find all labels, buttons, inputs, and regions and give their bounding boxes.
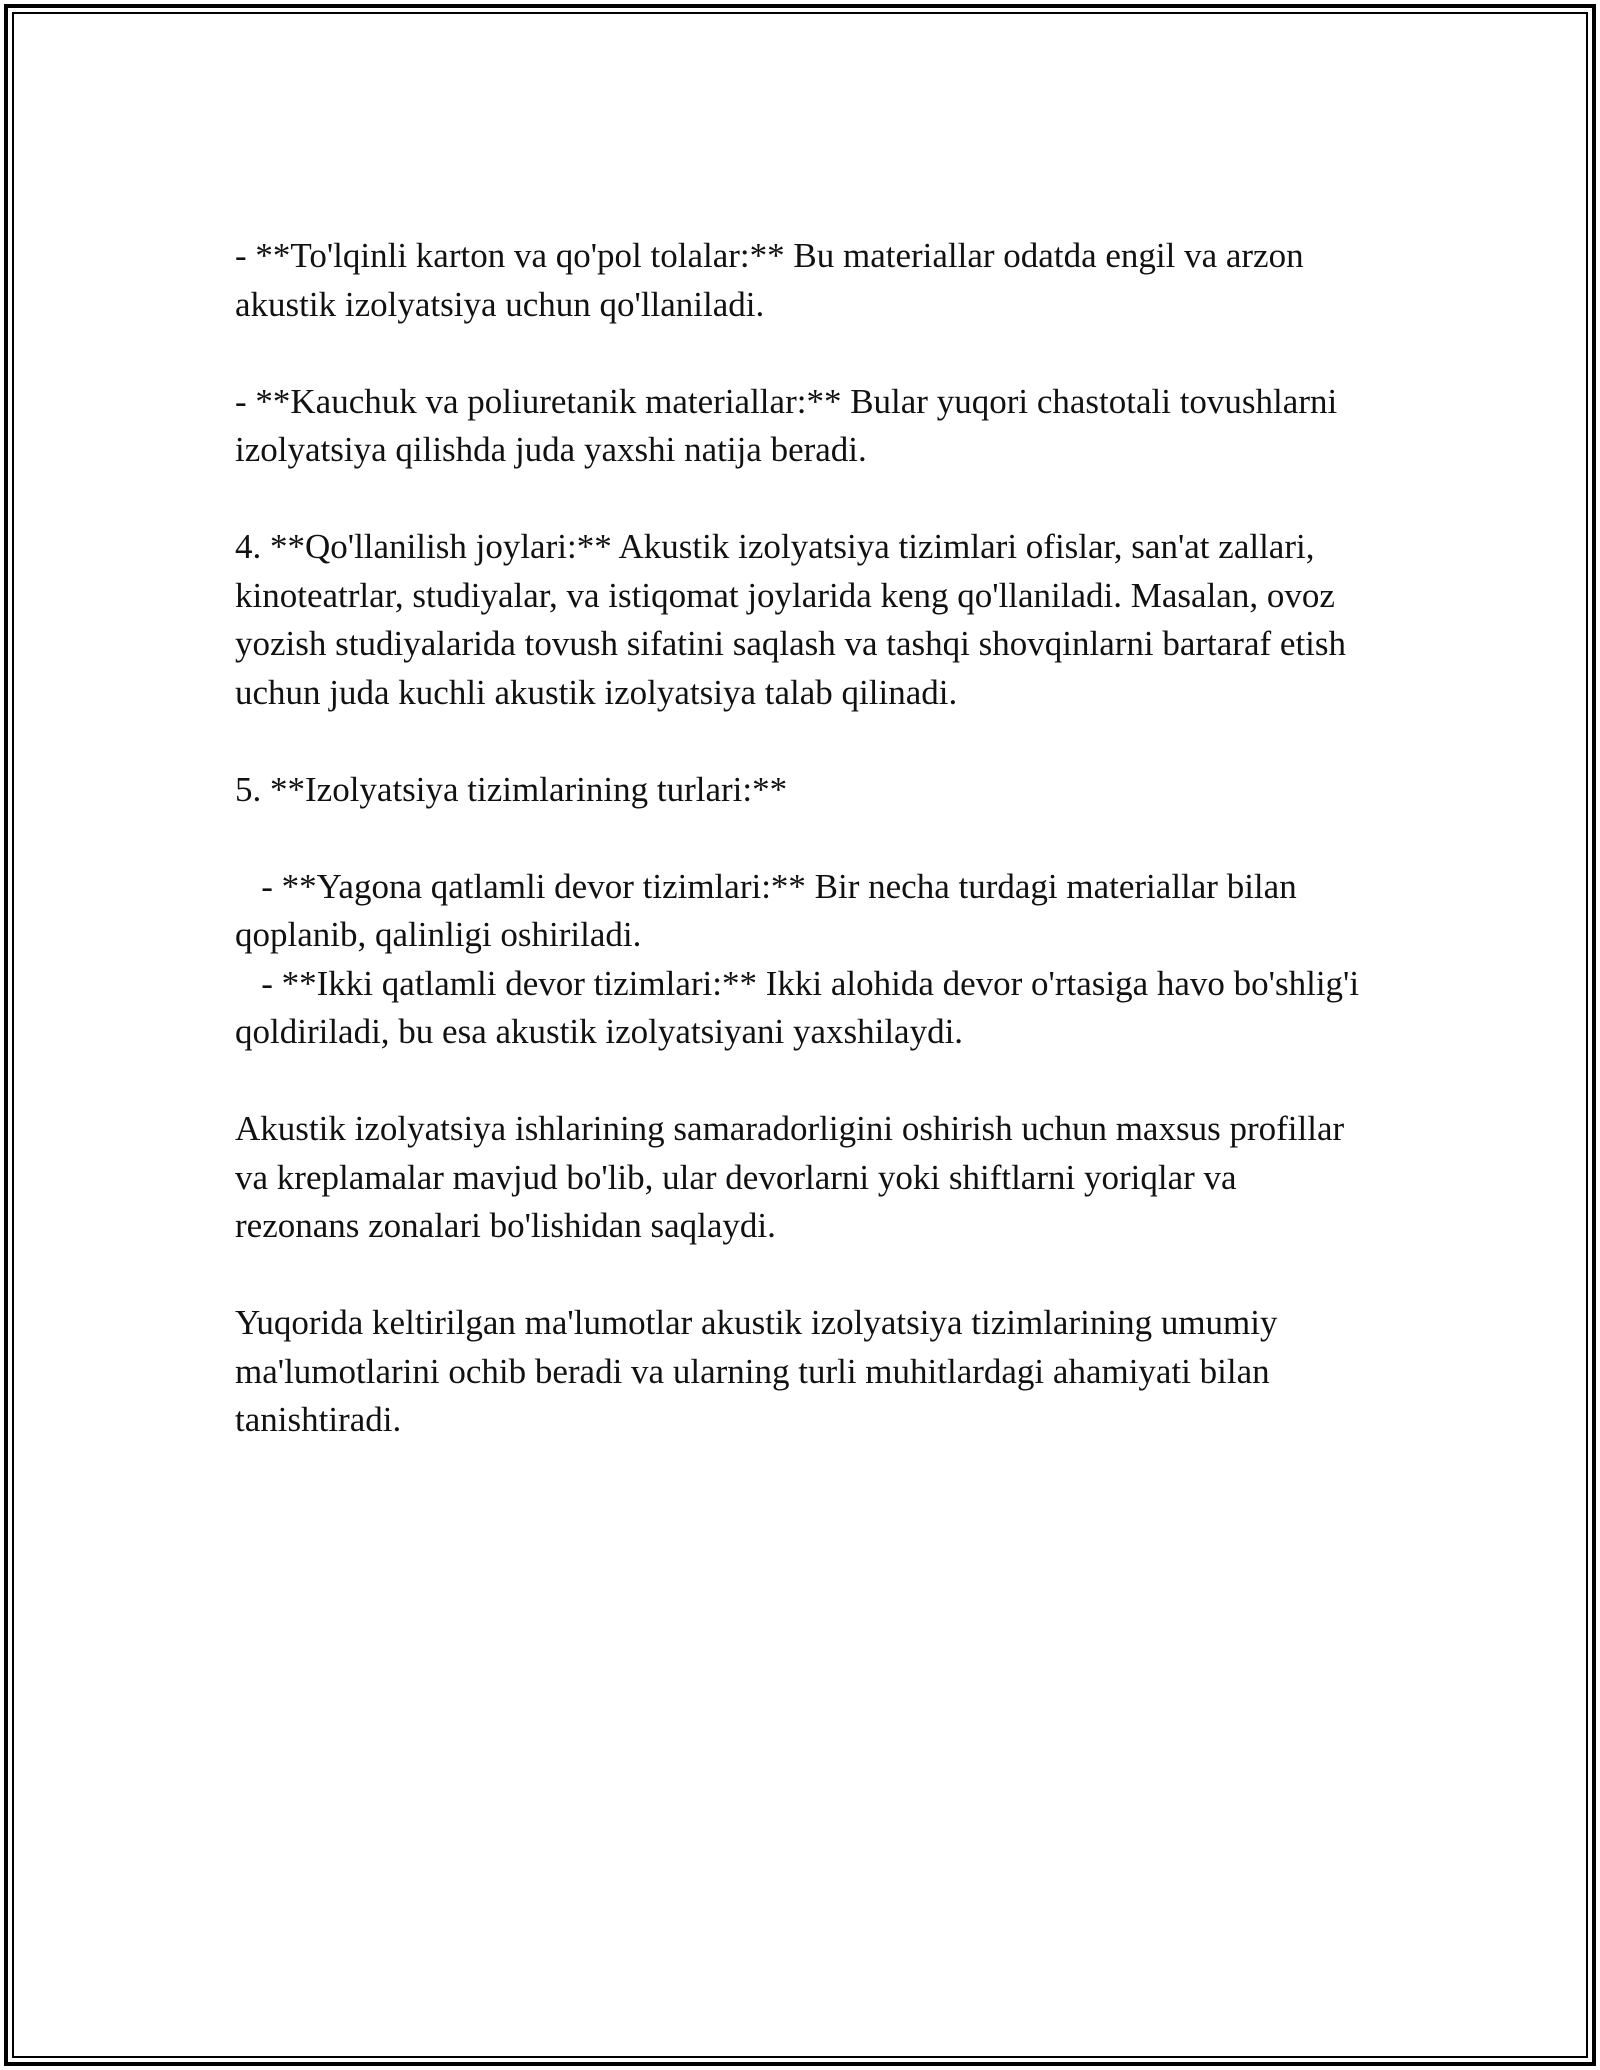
paragraph-system-types-heading: 5. **Izolyatsiya tizimlarining turlari:** [235, 769, 788, 809]
paragraph-double-layer-wall: - **Ikki qatlamli devor tizimlari:** Ikki alohida devor o'rtasiga havo bo'shlig'i qoldiriladi, bu esa akustik izolyatsiyani yaxshilaydi. [235, 963, 1368, 1051]
paragraph-rubber-polyurethane: - **Kauchuk va poliuretanik materiallar:** Bular yuqori chastotali tovushlarni izolyatsiya qilishda juda yaxshi natija beradi. [235, 381, 1346, 469]
paragraph-single-layer-wall: - **Yagona qatlamli devor tizimlari:** Bir necha turdagi materiallar bilan qoplanib, qalinligi oshiriladi. [235, 866, 1306, 954]
paragraph-profiles: Akustik izolyatsiya ishlarining samaradorligini oshirish uchun maxsus profillar va kreplamalar mavjud bo'lib, ular devorlarni yoki shiftlarni yoriqlar va rezonans zonalari bo'lishidan saqlaydi. [235, 1109, 1353, 1245]
paragraph-applications: 4. **Qo'llanilish joylari:** Akustik izolyatsiya tizimlari ofislar, san'at zallari, kinoteatrlar, studiyalar, va istiqomat joylarida keng qo'llaniladi. Masalan, ovoz yozish studiyalarida tovush sifatini saqlash va tashqi shovqinlarni bartaraf etish uchun juda kuchli akustik izolyatsiya talab qilinadi. [235, 527, 1355, 712]
paragraph-corrugated-cardboard: - **To'lqinli karton va qo'pol tolalar:** Bu materiallar odatda engil va arzon akustik izolyatsiya uchun qo'llaniladi. [235, 236, 1313, 324]
paragraph-conclusion: Yuqorida keltirilgan ma'lumotlar akustik izolyatsiya tizimlarining umumiy ma'lumotlarini ochib beradi va ularning turli muhitlardagi ahamiyati bilan tanishtiradi. [235, 1303, 1287, 1439]
document-body [235, 232, 1368, 1493]
